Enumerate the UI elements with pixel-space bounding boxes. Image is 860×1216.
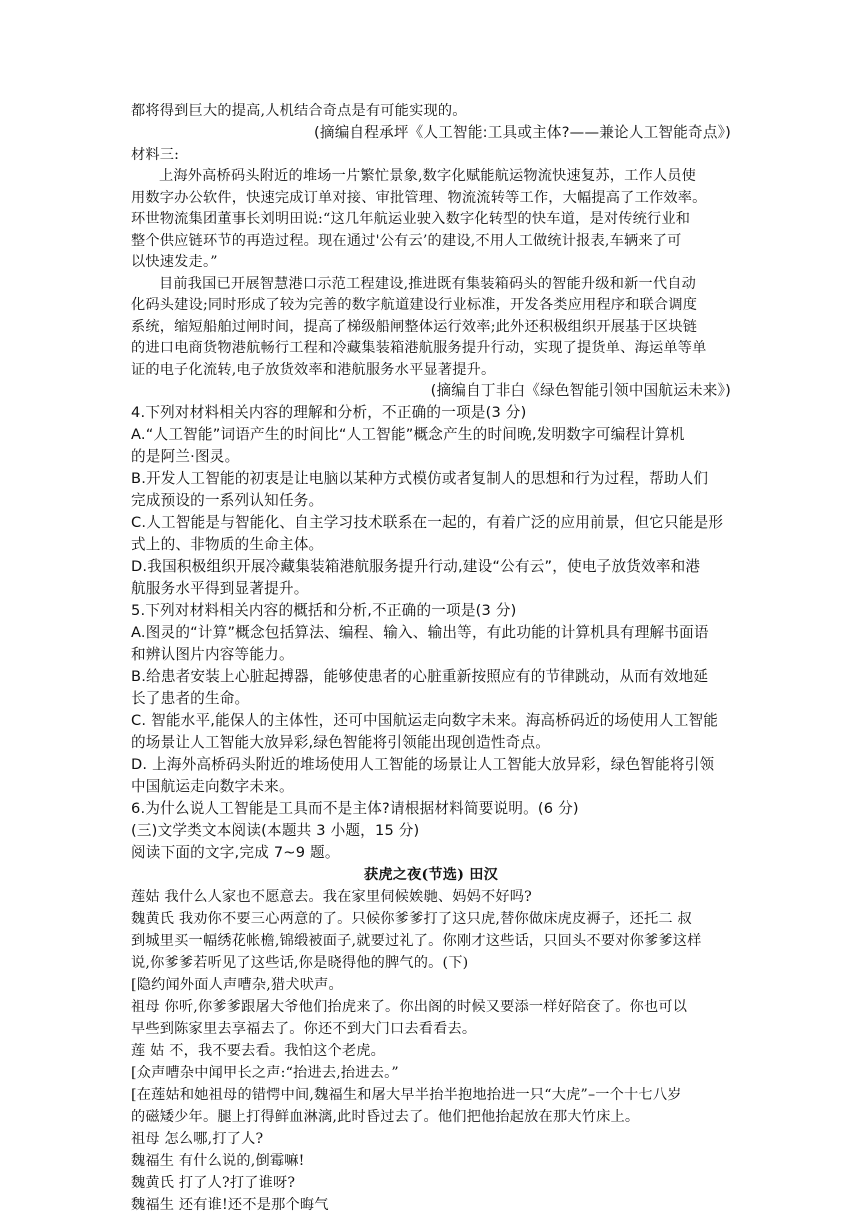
text-line: 用数字办公软件，快速完成订单对接、审批管理、物流流转等工作，大幅提高了工作效率。 (131, 190, 707, 206)
option-c-cont: 的场景让人工智能大放异彩,绿色智能将引领能出现创造性奇点。 (131, 734, 551, 751)
option-a: A.“人工智能”词语产生的时间比“人工智能”概念产生的时间晚,发明数字可编程计算机 (131, 426, 685, 443)
stage-direction: [隐约闻外面人声嘈杂,猎犬吠声。 (131, 977, 343, 993)
option-d-cont: 中国航运走向数字未来。 (131, 778, 294, 795)
option-b: B.给患者安装上心脏起搏器，能够使患者的心脏重新按照应有的节律跳动，从而有效地延 (131, 668, 709, 685)
option-c: C. 智能水平,能保人的主体性，还可中国航运走向数字未来。海高桥码近的场使用人工智能 (131, 712, 719, 729)
text-line: 整个供应链环节的再造过程。现在通过'公有云’的建设,不用人工做统计报表,车辆来了可 (131, 233, 682, 249)
dialogue-line: 莲 姑 不，我不要去看。我怕这个老虎。 (131, 1043, 386, 1059)
option-d: D. 上海外高桥码头附近的堆场使用人工智能的场景让人工智能大放异彩，绿色智能将引领 (131, 756, 715, 773)
option-a-cont: 的是阿兰·图灵。 (131, 448, 240, 465)
section-heading: 材料三: (131, 147, 180, 163)
option-a-cont: 和辨认图片内容等能力。 (131, 646, 294, 663)
option-b: B.开发人工智能的初衷是让电脑以某种方式模仿或者复制人的思想和行为过程，帮助人们 (131, 470, 709, 487)
dialogue-line: 早些到陈家里去享福去了。你还不到大门口去看看去。 (131, 1021, 477, 1037)
dialogue-line: 魏黄氏 打了人?打了谁呀? (131, 1175, 296, 1191)
option-b-cont: 完成预设的一系列认知任务。 (131, 492, 324, 509)
question-4: 4.下列对材料相关内容的理解和分析，不正确的一项是(3 分) (131, 404, 527, 421)
text-line: 以快速发走。” (131, 254, 218, 270)
option-c: C.人工智能是与智能化、自主学习技术联系在一起的，有着广泛的应用前景，但它只能是形 (131, 514, 724, 531)
dialogue-line: 莲姑 我什么人家也不愿意去。我在家里伺候娭毑、妈妈不好吗? (131, 889, 532, 905)
text-line: 化码头建设;同时形成了较为完善的数字航道建设行业标准，开发各类应用程序和联合调度 (131, 297, 698, 313)
question-5: 5.下列对材料相关内容的概括和分析,不正确的一项是(3 分) (131, 602, 517, 619)
text-line: 的进口电商货物港航畅行工程和冷藏集装箱港航服务提升行动，实现了提货单、海运单等单 (131, 340, 707, 356)
dialogue-line: 魏福生 还有谁!还不是那个晦气 (131, 1197, 329, 1213)
text-line: 证的电子化流转,电子放货效率和港航服务水平显著提升。 (131, 362, 496, 378)
instruction: 阅读下面的文字,完成 7~9 题。 (131, 844, 340, 861)
text-line: 上海外高桥码头附近的堆场一片繁忙景象,数字化赋能航运物流快速复苏，工作人员使 (159, 168, 697, 184)
option-a: A.图灵的“计算”概念包括算法、编程、输入、输出等，有此功能的计算机具有理解书面语 (131, 624, 709, 641)
dialogue-line: 魏福生 有什么说的,倒霉嘛! (131, 1153, 305, 1169)
question-6: 6.为什么说人工智能是工具而不是主体?请根据材料简要说明。(6 分) (131, 800, 579, 817)
source-citation: (摘编自丁非白《绿色智能引领中国航运未来》) (430, 382, 731, 399)
stage-direction: [众声嘈杂中闻甲长之声:“抬进去,抬进去。” (131, 1065, 399, 1081)
dialogue-line: 魏黄氏 我劝你不要三心两意的了。只候你爹爹打了这只虎,替你做床虎皮褥子，还托二 叔 (131, 911, 692, 927)
text-line: 环世物流集团董事长刘明田说:“这几年航运业驶入数字化转型的快车道，是对传统行业和 (131, 211, 691, 227)
source-citation: (摘编自程承坪《人工智能:工具或主体?——兼论人工智能奇点》) (314, 124, 731, 141)
option-c-cont: 式上的、非物质的生命主体。 (131, 536, 324, 553)
text-line: 系统，缩短船舶过闸时间，提高了梯级船闸整体运行效率;此外还积极组织开展基于区块链 (131, 319, 698, 335)
dialogue-line: 祖母 怎么哪,打了人? (131, 1131, 264, 1147)
text-line: 目前我国已开展智慧港口示范工程建设,推进既有集装箱码头的智能升级和新一代自动 (159, 276, 697, 292)
option-d: D.我国积极组织开展冷藏集装箱港航服务提升行动,建设“公有云”，使电子放货效率和港 (131, 558, 701, 575)
stage-direction: 的磁矮少年。腿上打得鲜血淋漓,此时昏过去了。他们把他抬起放在那大竹床上。 (131, 1109, 640, 1125)
option-d-cont: 航服务水平得到显著提升。 (131, 580, 309, 597)
section-heading: (三)文学类文本阅读(本题共 3 小题，15 分) (131, 822, 420, 839)
dialogue-line: 祖母 你听,你爹爹跟屠大爷他们抬虎来了。你出阁的时候又要添一样好陪奁了。你也可以 (131, 999, 688, 1015)
dialogue-line: 说,你爹爹若听见了这些话,你是晓得他的脾气的。(下) (131, 955, 469, 971)
stage-direction: [在莲姑和她祖母的错愕中间,魏福生和屠大早半抬半抱地抬进一只“大虎”–一个十七八岁 (131, 1087, 682, 1103)
option-b-cont: 长了患者的生命。 (131, 690, 250, 707)
play-title: 获虎之夜(节选) 田汉 (363, 867, 499, 883)
text-line: 都将得到巨大的提高,人机结合奇点是有可能实现的。 (131, 103, 467, 119)
dialogue-line: 到城里买一幅绣花帐檐,锦缎被面子,就要过礼了。你刚才这些话，只回头不要对你爹爹这样 (131, 933, 702, 949)
